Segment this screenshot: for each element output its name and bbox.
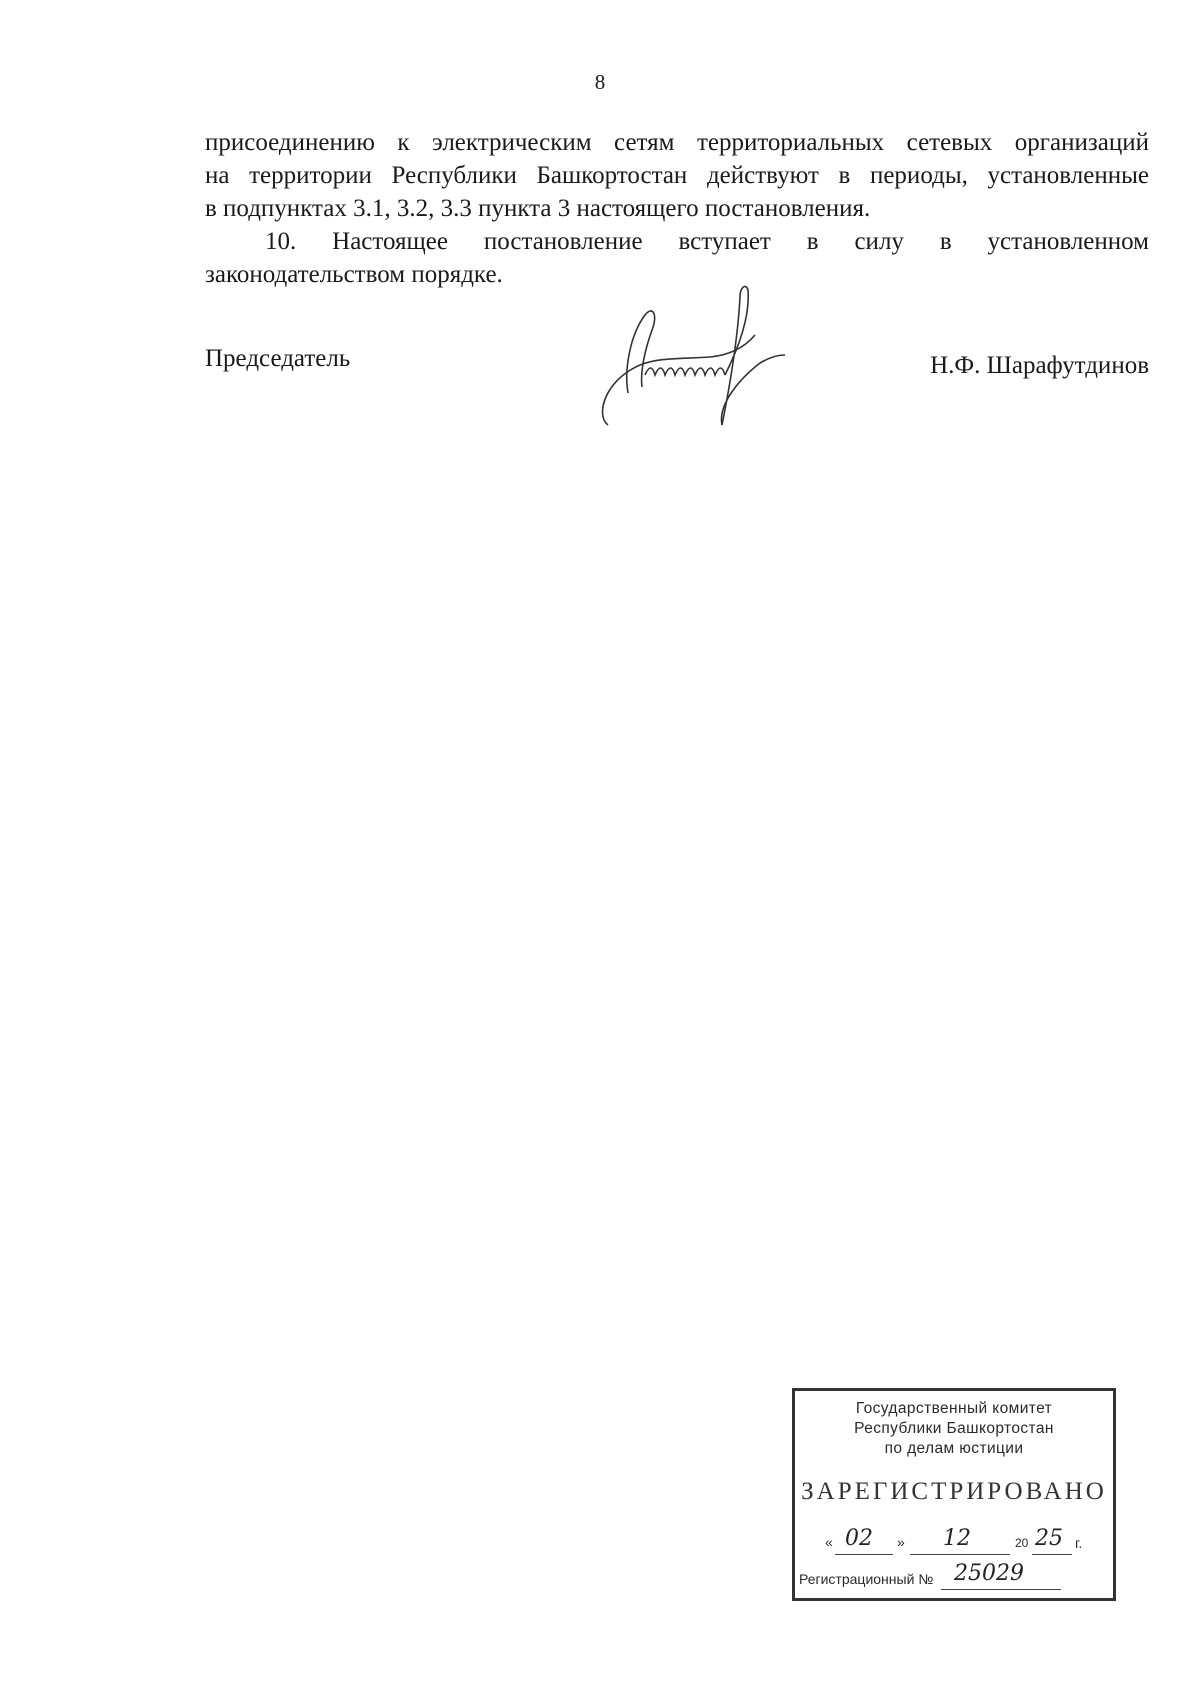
stamp-org-line-1: Государственный комитет bbox=[855, 1400, 1053, 1417]
stamp-quote-open: « bbox=[825, 1534, 833, 1550]
stamp-month: 12 bbox=[943, 1526, 971, 1551]
stamp-day: 02 bbox=[845, 1526, 873, 1551]
stamp-year-suffix: 25 bbox=[1035, 1526, 1063, 1551]
paragraph-1-line-1: присоединению к электрическим сетям территориальных сетевых организаций bbox=[205, 129, 1149, 156]
stamp-year-prefix: 20 bbox=[1015, 1536, 1029, 1550]
month-underline bbox=[910, 1554, 1010, 1555]
stamp-year-unit: г. bbox=[1075, 1535, 1083, 1551]
registration-stamp bbox=[792, 1388, 1116, 1601]
paragraph-2-line-1: 10. Настоящее постановление вступает в силу в установленном bbox=[265, 228, 1149, 255]
paragraph-2-line-2: законодательством порядке. bbox=[205, 261, 503, 288]
stamp-reg-number: 25029 bbox=[954, 1561, 1024, 1586]
stamp-org-line-2: Республики Башкортостан bbox=[854, 1420, 1054, 1437]
stamp-date bbox=[825, 1526, 1115, 1556]
day-underline bbox=[835, 1554, 893, 1555]
document-body bbox=[205, 126, 1149, 291]
page-number: 8 bbox=[594, 70, 606, 94]
stamp-quote-close: » bbox=[897, 1534, 905, 1550]
reg-underline bbox=[941, 1589, 1061, 1590]
stamp-registration bbox=[799, 1561, 1109, 1595]
handwritten-signature bbox=[590, 275, 790, 435]
signature-block bbox=[205, 335, 1149, 425]
year-underline bbox=[1032, 1554, 1072, 1555]
stamp-status: ЗАРЕГИСТРИРОВАНО bbox=[801, 1478, 1107, 1505]
stamp-org-line-3: по делам юстиции bbox=[884, 1440, 1024, 1457]
paragraph-1-line-2: на территории Республики Башкортостан действуют в периоды, установленные bbox=[205, 162, 1149, 189]
paragraph-1-line-3: в подпунктах 3.1, 3.2, 3.3 пункта 3 настоящего постановления. bbox=[205, 195, 871, 222]
signatory-name: Н.Ф. Шарафутдинов bbox=[930, 352, 1149, 379]
stamp-reg-label: Регистрационный № bbox=[799, 1571, 934, 1587]
signatory-title: Председатель bbox=[205, 345, 351, 372]
